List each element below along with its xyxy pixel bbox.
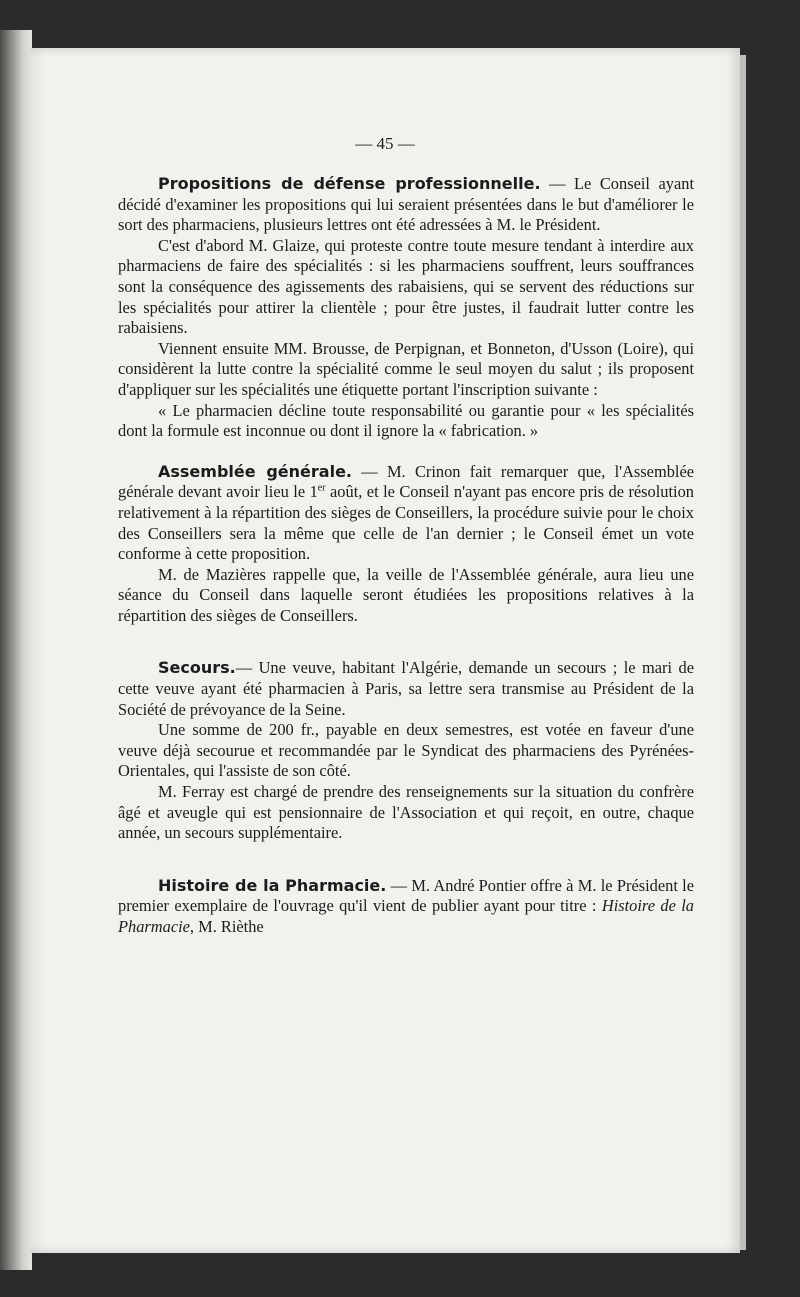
page-number: — 45 — [355, 134, 415, 153]
section-heading: Propositions de défense professionnelle. [158, 174, 541, 193]
section-paragraph [118, 462, 694, 565]
paragraph: M. Ferray est chargé de prendre des renseignements sur la situation du confrère âgé et aveugle qui est pensionnaire de l'Association et qui reçoit, en outre, chaque année, un secours supplémentaire. [118, 782, 694, 843]
paragraph-text: , M. Rièthe [189, 917, 264, 936]
paragraph-text: — Le Conseil ayant décidé d'examiner les propositions qui lui seraient présentées dans le but d'améliorer le sort des pharmaciens, plusieurs lettres ont été adressées à M. le Président. [118, 174, 695, 235]
section-heading: Assemblée générale. [158, 461, 353, 481]
paragraph-text: — M. Crinon fait remarquer que, l'Assemblée générale devant avoir lieu le 1 [118, 461, 694, 502]
section-paragraph [118, 876, 694, 938]
paragraph: C'est d'abord M. Glaize, qui proteste contre toute mesure tendant à interdire aux pharmaciens de faire des spécialités : si les pharmaciens souffrent, leurs souffrances sont la conséquence des agissements des rabaisiens, qui se servent des réductions sur les spécialités pour attirer la clientèle ; pour être justes, il faudrait lutter contre les rabaisiens. [118, 235, 694, 338]
paragraph-text: août, et le Conseil n'ayant pas encore pris de résolution relativement à la répartition des sièges de Conseillers, la procédure suivie pour le choix des Conseillers sera la même que celle de l'an dernier ; le Conseil émet un vote conforme à cette proposition. [118, 482, 694, 564]
paragraph-text: — M. André Pontier offre à M. le Président le premier exemplaire de l'ouvrage qu'il vient de publier ayant pour titre : [118, 875, 694, 916]
book-page [30, 48, 740, 1253]
page-body [118, 174, 694, 938]
section-paragraph [118, 658, 694, 720]
paragraph-text: — Une veuve, habitant l'Algérie, demande un secours ; le mari de cette veuve ayant été pharmacien à Paris, sa lettre sera transmise au Président de la Société de prévoyance de la Seine. [118, 658, 694, 719]
ordinal-superscript: er [317, 482, 326, 494]
quote-paragraph: « Le pharmacien décline toute responsabilité ou garantie pour « les spécialités dont la formule est inconnue ou dont il ignore la « fabrication. » [118, 400, 694, 441]
section-paragraph [118, 174, 694, 236]
paragraph: Une somme de 200 fr., payable en deux semestres, est votée en faveur d'une veuve déjà secourue et recommandée par le Syndicat des pharmaciens des Pyrénées-Orientales, qui l'assiste de son côté. [118, 720, 694, 781]
paragraph: M. de Mazières rappelle que, la veille de l'Assemblée générale, aura lieu une séance du Conseil dans laquelle seront étudiées les propositions relatives à la répartition des sièges de Conseillers. [118, 564, 694, 625]
book-title: Histoire de la Pharmacie [118, 896, 694, 936]
book-spine-edge [0, 30, 32, 1270]
page-stack-edge [740, 55, 746, 1250]
section-heading: Secours. [158, 658, 236, 678]
section-heading: Histoire de la Pharmacie. [158, 875, 387, 895]
paragraph: Viennent ensuite MM. Brousse, de Perpignan, et Bonneton, d'Usson (Loire), qui considèrent la lutte contre la spécialité comme le seul moyen du salut ; ils proposent d'appliquer sur les spécialités une étiquette portant l'inscription suivante : [118, 338, 694, 399]
